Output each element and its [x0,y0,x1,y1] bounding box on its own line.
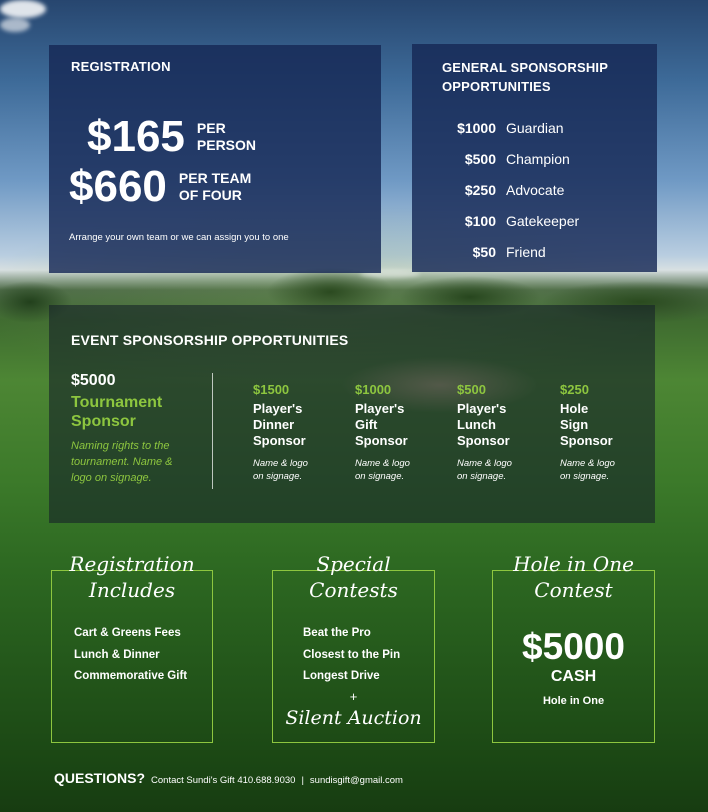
footer-contact [54,770,403,786]
tournament-title [71,393,206,431]
sponsor-amount: $100 [464,212,496,229]
team-price-label [179,170,251,204]
sponsor-level: Guardian [506,119,564,136]
sponsor-level: Gatekeeper [506,212,580,229]
tier-desc-line: on signage. [457,471,507,482]
questions-label: QUESTIONS? [54,770,146,786]
tournament-description [71,438,206,486]
registration-includes-title [61,551,202,603]
team-price: $660 [69,162,167,211]
person-price-label [197,120,256,154]
team-price-row [69,162,252,211]
hole-in-one-cash: CASH [550,668,597,685]
tier-title [355,401,445,449]
sponsor-tier [355,382,445,483]
sponsor-amount: $50 [472,243,496,260]
registration-includes-box [51,552,213,743]
tournament-sponsor [71,372,206,486]
tier-title-line: Lunch [457,417,496,432]
box-title-line: Hole in One [513,552,634,576]
box-title-line: Registration [69,552,195,576]
contact-email-link[interactable]: sundisgift@gmail.com [309,775,403,786]
sponsor-amount: $500 [464,150,496,167]
tier-description [560,457,650,483]
general-sponsor-list [432,112,652,267]
cloud [0,18,30,32]
tier-title-line: Hole [560,401,589,416]
contest-item: Beat the Pro [303,627,371,639]
contests-list [303,627,400,692]
registration-note: Arrange your own team or we can assign you to one [69,232,289,243]
general-sponsor-item [432,143,652,174]
tier-amount: $500 [457,382,486,397]
event-sponsorship-panel [49,305,655,523]
tier-desc-line: on signage. [355,471,405,482]
hole-in-one-title [505,551,642,603]
special-contests-title [301,551,406,603]
registration-heading: REGISTRATION [71,59,171,74]
tournament-title-line: Tournament [71,394,163,411]
box-title-line: Contest [534,578,613,602]
tier-desc-line: Name & logo [457,458,512,469]
contest-item: Closest to the Pin [303,648,401,661]
team-label-line: PER TEAM [178,170,252,186]
general-heading-line: GENERAL SPONSORSHIP [442,60,609,75]
sponsor-level: Advocate [506,181,565,198]
hole-in-one-box [492,552,655,743]
tier-title-line: Sponsor [457,433,510,448]
sponsor-tier [253,382,343,483]
general-heading [442,58,608,96]
box-title-line: Special [316,552,391,576]
tier-title [560,401,650,449]
tier-title-line: Gift [355,417,378,432]
tier-description [355,457,445,483]
cloud [0,0,46,18]
general-sponsor-item [432,236,652,267]
tier-desc-line: Name & logo [253,458,308,469]
tournament-desc-line: Naming rights to the [71,440,170,452]
tier-description [253,457,343,483]
tier-description [457,457,547,483]
tier-amount: $1500 [253,382,290,397]
tournament-amount: $5000 [71,372,116,389]
tier-title-line: Player's [253,401,303,416]
hole-in-one-amount: $5000 [522,626,625,667]
tier-desc-line: Name & logo [560,458,615,469]
tier-title-line: Sponsor [253,433,306,448]
tournament-desc-line: tournament. Name & [71,456,173,468]
tier-amount: $250 [560,382,589,397]
sponsor-tier [457,382,547,483]
tier-title [253,401,343,449]
box-title-line: Contests [309,578,398,602]
tier-desc-line: on signage. [253,471,303,482]
sponsor-level: Champion [506,150,570,167]
tier-title-line: Dinner [253,417,295,432]
sponsor-amount: $1000 [457,119,496,136]
box-title-line: Includes [88,578,176,602]
plus-sign: + [349,689,358,704]
tier-title-line: Sign [560,417,589,432]
tier-title-line: Sponsor [355,433,408,448]
registration-panel [49,45,381,273]
footer-separator: | [301,775,304,786]
tier-title-line: Player's [457,401,507,416]
tier-title [457,401,547,449]
tournament-title-line: Sponsor [71,413,136,430]
sponsor-level: Friend [506,243,546,260]
general-sponsor-item [432,205,652,236]
event-heading: EVENT SPONSORSHIP OPPORTUNITIES [71,332,349,348]
hole-in-one-subtitle: Hole in One [542,695,605,707]
person-label-line: PERSON [196,137,257,153]
contest-item: Longest Drive [303,670,380,682]
tier-amount: $1000 [355,382,392,397]
special-contests-box [272,552,435,743]
sponsor-tier [560,382,650,483]
tournament-desc-line: logo on signage. [71,472,152,484]
tier-title-line: Player's [355,401,405,416]
tier-desc-line: on signage. [560,471,610,482]
contact-phone: Contact Sundi's Gift 410.688.9030 [151,775,296,786]
silent-auction-label: Silent Auction [285,707,422,729]
tier-title-line: Sponsor [560,433,613,448]
includes-list [74,627,187,692]
general-sponsorship-panel [412,44,657,272]
vertical-divider [212,373,213,489]
includes-item: Commemorative Gift [74,670,188,682]
person-price-row [87,112,257,161]
general-sponsor-item [432,112,652,143]
sponsor-amount: $250 [464,181,496,198]
general-sponsor-item [432,174,652,205]
general-heading-line: OPPORTUNITIES [442,79,551,94]
tier-desc-line: Name & logo [355,458,410,469]
person-label-line: PER [196,120,226,136]
person-price: $165 [87,112,185,161]
includes-item: Cart & Greens Fees [74,627,181,639]
includes-item: Lunch & Dinner [74,648,160,661]
team-label-line: OF FOUR [178,187,242,203]
